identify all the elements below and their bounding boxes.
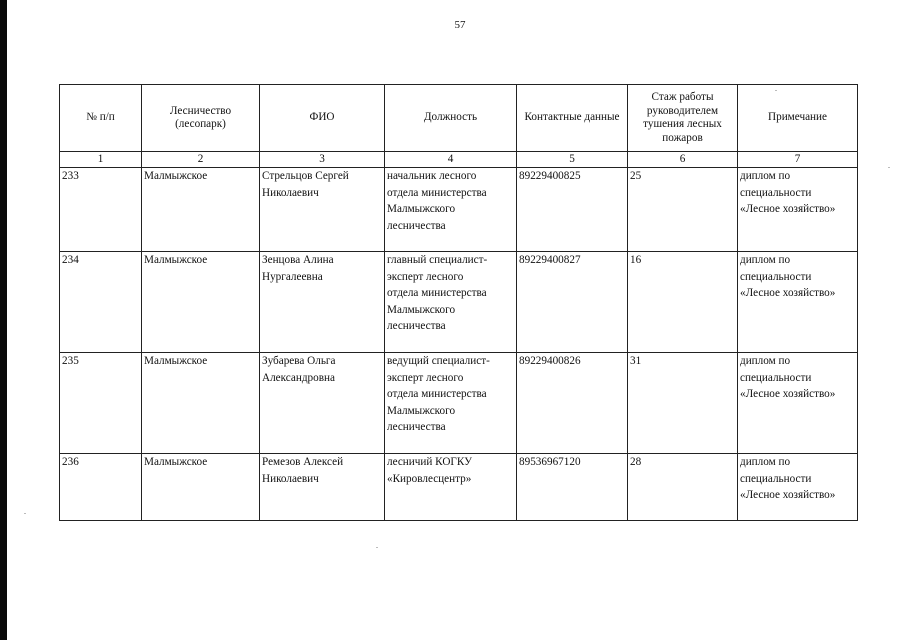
forestry-cell: Малмыжское bbox=[142, 252, 260, 353]
note-line: специальности bbox=[740, 371, 812, 384]
position-line: отдела министерства bbox=[387, 287, 487, 299]
position-line: лесничества bbox=[387, 320, 446, 332]
column-number-row bbox=[60, 152, 858, 168]
position-cell bbox=[385, 454, 517, 521]
note-line: «Лесное хозяйство» bbox=[740, 203, 836, 215]
note-line: специальности bbox=[740, 186, 812, 199]
position-cell bbox=[385, 252, 517, 353]
name-cell bbox=[260, 168, 385, 252]
header-cell-number: № п/п bbox=[60, 85, 142, 152]
phone-cell: 89229400827 bbox=[517, 252, 628, 353]
experience-cell: 25 bbox=[628, 168, 738, 252]
page-number: 57 bbox=[454, 19, 466, 31]
note-cell bbox=[738, 454, 858, 521]
scan-speck bbox=[888, 167, 890, 168]
column-number: 4 bbox=[385, 152, 517, 168]
forestry-cell: Малмыжское bbox=[142, 454, 260, 521]
column-number: 6 bbox=[628, 152, 738, 168]
position-line: Малмыжского bbox=[387, 203, 456, 215]
position-line: отдела министерства bbox=[387, 186, 487, 199]
header-cell-forestry: Лесничество (лесопарк) bbox=[142, 85, 260, 152]
position-line: Малмыжского bbox=[387, 404, 456, 417]
name-line: Александровна bbox=[262, 371, 335, 384]
position-line: лесничества bbox=[387, 219, 446, 232]
scan-edge-bar bbox=[0, 0, 7, 640]
name-line: Нургалеевна bbox=[262, 270, 323, 283]
position-line: «Кировлесцентр» bbox=[387, 472, 472, 485]
position-cell bbox=[385, 353, 517, 454]
note-line: диплом по bbox=[740, 254, 791, 266]
forestry-cell: Малмыжское bbox=[142, 353, 260, 454]
note-line: специальности bbox=[740, 270, 812, 283]
position-line: лесничий КОГКУ bbox=[387, 456, 473, 468]
position-line: отдела министерства bbox=[387, 388, 487, 400]
position-line: ведущий специалист- bbox=[387, 355, 490, 367]
name-line: Ремезов Алексей bbox=[262, 456, 344, 468]
column-number: 2 bbox=[142, 152, 260, 168]
header-cell-name: ФИО bbox=[260, 85, 385, 152]
name-line: Стрельцов Сергей bbox=[262, 170, 349, 182]
note-line: «Лесное хозяйство» bbox=[740, 388, 836, 400]
forestry-cell: Малмыжское bbox=[142, 168, 260, 252]
position-cell bbox=[385, 168, 517, 252]
name-line: Николаевич bbox=[262, 472, 319, 485]
row-number-cell: 234 bbox=[60, 252, 142, 353]
name-cell bbox=[260, 454, 385, 521]
note-line: диплом по bbox=[740, 456, 791, 468]
position-line: лесничества bbox=[387, 421, 446, 433]
phone-cell: 89229400826 bbox=[517, 353, 628, 454]
note-line: специальности bbox=[740, 472, 812, 485]
table-row bbox=[60, 168, 858, 252]
table-row bbox=[60, 454, 858, 521]
name-cell bbox=[260, 252, 385, 353]
column-number: 1 bbox=[60, 152, 142, 168]
name-line: Зубарева Ольга bbox=[262, 355, 336, 367]
table-row bbox=[60, 353, 858, 454]
position-line: главный специалист- bbox=[387, 254, 488, 266]
position-line: Малмыжского bbox=[387, 303, 456, 316]
header-cell-contacts: Контактные данные bbox=[517, 85, 628, 152]
note-line: диплом по bbox=[740, 355, 791, 367]
name-cell bbox=[260, 353, 385, 454]
note-line: «Лесное хозяйство» bbox=[740, 489, 836, 501]
phone-cell: 89536967120 bbox=[517, 454, 628, 521]
header-row bbox=[60, 85, 858, 152]
note-cell bbox=[738, 252, 858, 353]
column-number: 3 bbox=[260, 152, 385, 168]
column-number: 7 bbox=[738, 152, 858, 168]
position-line: начальник лесного bbox=[387, 170, 477, 182]
note-line: диплом по bbox=[740, 170, 791, 182]
note-line: «Лесное хозяйство» bbox=[740, 287, 836, 299]
position-line: эксперт лесного bbox=[387, 270, 464, 283]
name-line: Николаевич bbox=[262, 186, 319, 199]
scan-speck bbox=[376, 547, 378, 548]
phone-cell: 89229400825 bbox=[517, 168, 628, 252]
scan-speck bbox=[24, 513, 26, 514]
experience-cell: 28 bbox=[628, 454, 738, 521]
header-cell-position: Должность bbox=[385, 85, 517, 152]
row-number-cell: 233 bbox=[60, 168, 142, 252]
note-cell bbox=[738, 353, 858, 454]
scan-speck bbox=[775, 90, 777, 91]
header-cell-experience: Стаж работы руководителем тушения лесных пожаров bbox=[628, 85, 738, 152]
name-line: Зенцова Алина bbox=[262, 254, 334, 266]
personnel-table bbox=[59, 84, 858, 521]
note-cell bbox=[738, 168, 858, 252]
row-number-cell: 236 bbox=[60, 454, 142, 521]
experience-cell: 31 bbox=[628, 353, 738, 454]
experience-cell: 16 bbox=[628, 252, 738, 353]
column-number: 5 bbox=[517, 152, 628, 168]
row-number-cell: 235 bbox=[60, 353, 142, 454]
table-row bbox=[60, 252, 858, 353]
position-line: эксперт лесного bbox=[387, 371, 464, 384]
header-cell-note: Примечание bbox=[738, 85, 858, 152]
